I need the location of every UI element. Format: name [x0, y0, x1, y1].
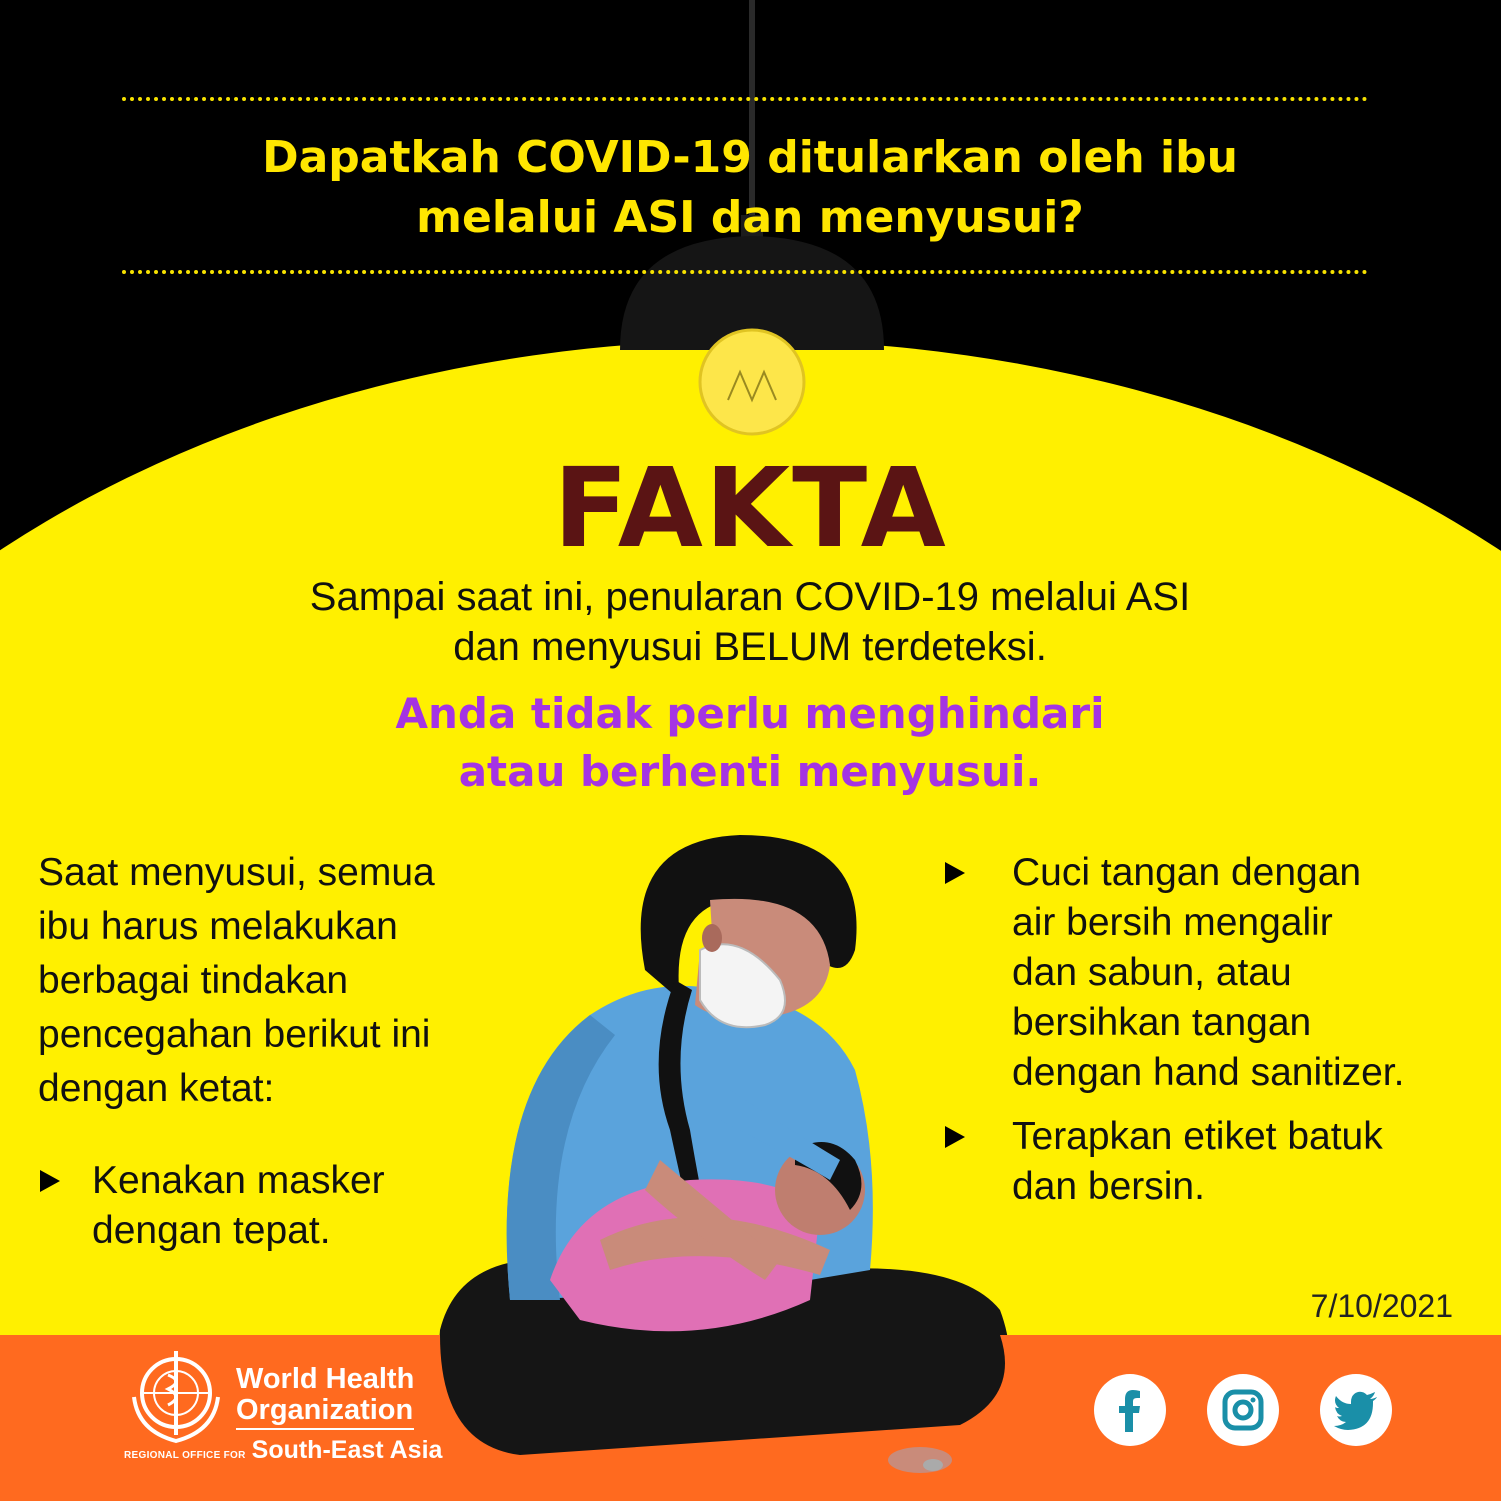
bullet-cough [945, 1112, 1383, 1212]
fact-highlight-line-1: Anda tidak perlu menghindari [395, 689, 1105, 738]
question-heading [150, 128, 1350, 248]
who-name-line-2: Organization [236, 1395, 414, 1430]
intro-line: pencegahan berikut ini [38, 1013, 431, 1056]
arrow-bullet-icon [945, 862, 965, 884]
who-name-line-1: World Health [236, 1363, 415, 1395]
facebook-icon [1108, 1388, 1152, 1432]
bullet-line: dengan tepat. [92, 1209, 331, 1252]
intro-line: ibu harus melakukan [38, 905, 398, 948]
arrow-bullet-icon [945, 1126, 965, 1148]
who-logo[interactable] [124, 1345, 414, 1449]
bullet-line: Terapkan etiket batuk [1012, 1115, 1383, 1158]
fact-highlight [200, 685, 1300, 801]
who-emblem-icon [124, 1345, 228, 1449]
who-name [236, 1364, 414, 1430]
fact-statement-line-1: Sampai saat ini, penularan COVID-19 melalui ASI [309, 575, 1191, 619]
instagram-button[interactable] [1207, 1374, 1279, 1446]
who-region-name: South-East Asia [251, 1436, 443, 1464]
twitter-icon [1333, 1387, 1379, 1433]
bullet-line: dan bersin. [1012, 1165, 1205, 1208]
bullet-handwash-text [1012, 848, 1404, 1098]
facebook-button[interactable] [1094, 1374, 1166, 1446]
who-region-label: REGIONAL OFFICE FOR [124, 1450, 246, 1461]
bullet-mask [40, 1156, 385, 1256]
who-region [124, 1436, 442, 1465]
question-line-1: Dapatkah COVID-19 ditularkan oleh ibu [262, 132, 1238, 183]
bullet-line: Cuci tangan dengan [1012, 851, 1362, 894]
twitter-button[interactable] [1320, 1374, 1392, 1446]
instagram-icon [1221, 1388, 1265, 1432]
bullet-line: dan sabun, atau [1012, 951, 1292, 994]
bullet-line: Kenakan masker [92, 1159, 385, 1202]
question-line-2: melalui ASI dan menyusui? [416, 192, 1084, 243]
fact-highlight-line-2: atau berhenti menyusui. [458, 747, 1042, 796]
fact-statement-line-2: dan menyusui BELUM terdeteksi. [453, 625, 1047, 669]
bullet-mask-text [92, 1156, 385, 1256]
publish-date: 7/10/2021 [1310, 1288, 1453, 1324]
bullet-handwash [945, 848, 1404, 1098]
bullet-line: air bersih mengalir [1012, 901, 1333, 944]
intro-line: Saat menyusui, semua [38, 851, 435, 894]
intro-line: berbagai tindakan [38, 959, 349, 1002]
dotted-divider-bottom [122, 270, 1368, 274]
fakta-title: FAKTA [553, 444, 948, 572]
dotted-divider-top [122, 97, 1368, 101]
bullet-cough-text [1012, 1112, 1383, 1212]
bullet-line: dengan hand sanitizer. [1012, 1051, 1405, 1094]
arrow-bullet-icon [40, 1170, 60, 1192]
illustration-legs-overlap [400, 1335, 1040, 1501]
bullet-line: bersihkan tangan [1012, 1001, 1312, 1044]
intro-line: dengan ketat: [38, 1067, 275, 1110]
fact-statement [200, 572, 1300, 672]
